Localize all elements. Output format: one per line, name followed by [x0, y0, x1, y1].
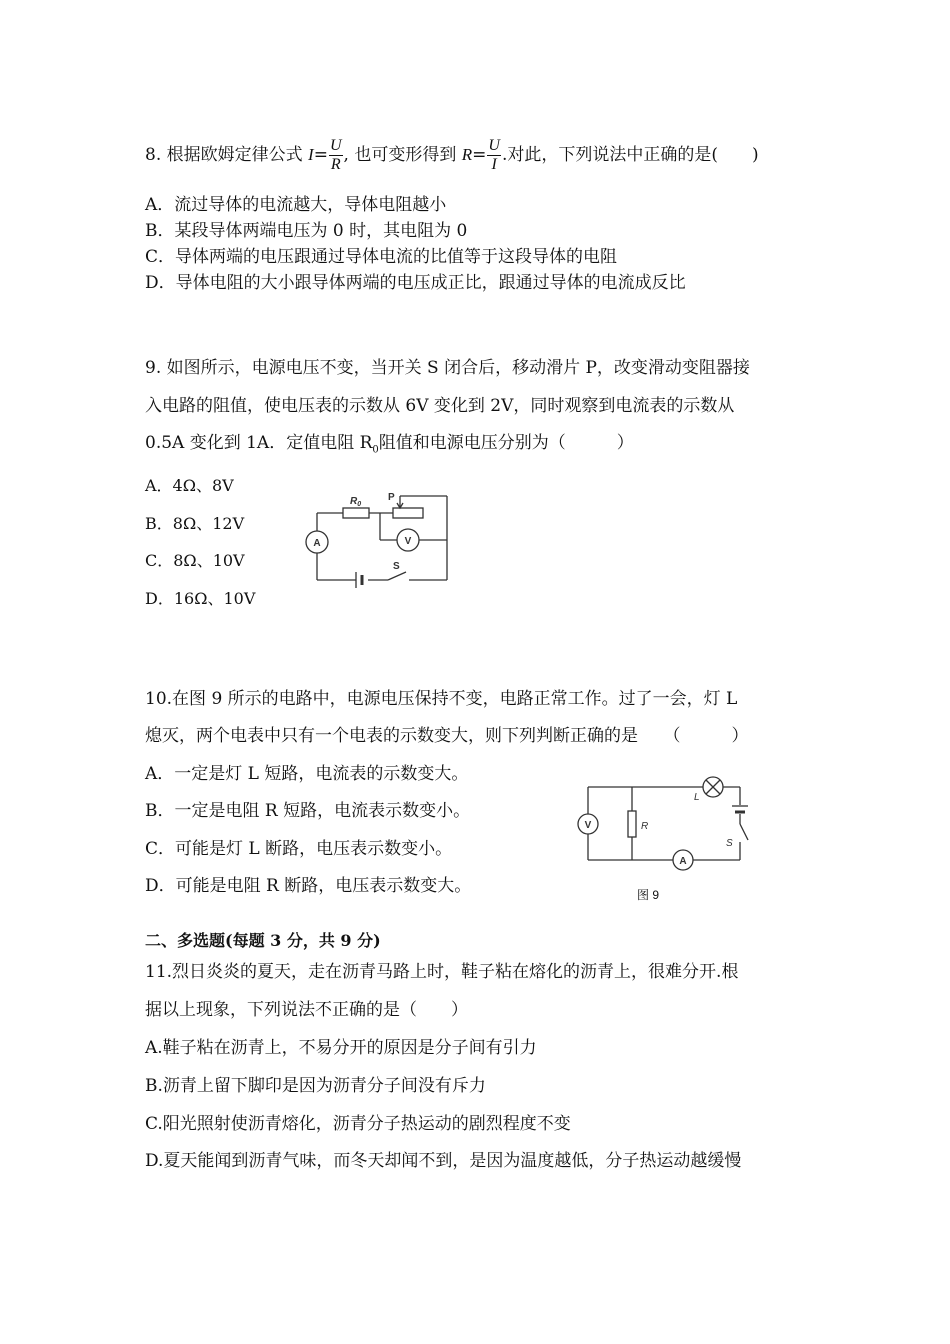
q8-option-a: A．流过导体的电流越大，导体电阻越小: [145, 195, 447, 215]
q8-option-d: D．导体电阻的大小跟导体两端的电压成正比，跟通过导体的电流成反比: [145, 273, 686, 293]
q11-option-a: A.鞋子粘在沥青上，不易分开的原因是分子间有引力: [145, 1038, 537, 1058]
q10-option-d: D．可能是电阻 R 断路，电压表示数变大。: [145, 876, 472, 896]
battery: [356, 572, 362, 588]
voltmeter-label: V: [584, 820, 592, 831]
q8-option-b: B．某段导体两端电压为 0 时，其电阻为 0: [145, 221, 468, 241]
q10-option-c: C．可能是灯 L 断路，电压表示数变小。: [145, 839, 453, 859]
figure-9-caption: 图 9: [637, 888, 660, 902]
q9-stem-line-2: 入电路的阻值，使电压表的示数从 6V 变化到 2V，同时观察到电流表的示数从: [145, 396, 735, 416]
switch-s: [388, 572, 406, 580]
q11-option-d: D.夏天能闻到沥青气味，而冬天却闻不到，是因为温度越低，分子热运动越缓慢: [145, 1151, 742, 1171]
rheostat: [393, 508, 423, 518]
ammeter-label: A: [679, 856, 687, 867]
q10-stem-line-1: 10.在图 9 所示的电路中，电源电压保持不变，电路正常工作。过了一会，灯 L: [145, 689, 738, 709]
q11-stem-line-2: 据以上现象，下列说法不正确的是（ ）: [145, 1000, 468, 1020]
q9-stem-line-3: 0.5A 变化到 1A．定值电阻 $R_0$阻值和电源电压分别为（ ）: [145, 433, 634, 456]
q9-stem-line-1: 9. 如图所示，电源电压不变，当开关 S 闭合后，移动滑片 P，改变滑动变阻器接: [145, 358, 750, 378]
q10-option-b: B．一定是电阻 R 短路，电流表示数变小。: [145, 801, 471, 821]
q11-stem-line-1: 11.烈日炎炎的夏天，走在沥青马路上时，鞋子粘在熔化的沥青上，很难分开.根: [145, 962, 739, 982]
q10-circuit-diagram: [570, 772, 760, 872]
q10-stem-line-2: 熄灭，两个电表中只有一个电表的示数变大，则下列判断正确的是 （ ）: [145, 726, 749, 746]
resistor-r-label: R: [641, 821, 649, 832]
switch-s-label: S: [393, 561, 400, 572]
switch-s: [740, 824, 748, 840]
q9-circuit-diagram: [300, 488, 460, 588]
q9-option-d: D．16Ω、10V: [145, 589, 256, 608]
formula-fraction-u-over-i: $\frac{U}{I}$: [488, 137, 500, 173]
q11-option-c: C.阳光照射使沥青熔化，沥青分子热运动的剧烈程度不变: [145, 1114, 571, 1134]
switch-s-label: S: [726, 838, 733, 849]
q11-option-b: B.沥青上留下脚印是因为沥青分子间没有斥力: [145, 1076, 486, 1096]
q8-option-c: C．导体两端的电压跟通过导体电流的比值等于这段导体的电阻: [145, 247, 618, 267]
resistor-r: [628, 811, 636, 837]
q10-option-a: A．一定是灯 L 短路，电流表的示数变大。: [145, 764, 469, 784]
formula-fraction-u-over-r: $\frac{U}{R}$: [329, 137, 342, 173]
battery: [732, 806, 748, 812]
lamp-l-label: L: [694, 792, 700, 803]
r0-label: $R_0$: [350, 496, 362, 508]
ammeter-label: A: [313, 538, 321, 549]
slider-p-label: P: [388, 492, 395, 503]
q9-option-b: B．8Ω、12V: [145, 514, 245, 533]
voltmeter-label: V: [404, 536, 412, 547]
q9-option-c: C．8Ω、10V: [145, 551, 245, 570]
section-heading: 二、多选题(每题 3 分，共 9 分): [145, 931, 381, 950]
q8-stem: 8. 根据欧姆定律公式 I= $\frac{U}{R}$ , 也可变形得到 R= $\frac{U}{I}$ .对此，下列说法中正确的是( ): [145, 137, 759, 173]
q9-option-a: A．4Ω、8V: [145, 476, 234, 495]
resistor-r0: [343, 508, 369, 518]
